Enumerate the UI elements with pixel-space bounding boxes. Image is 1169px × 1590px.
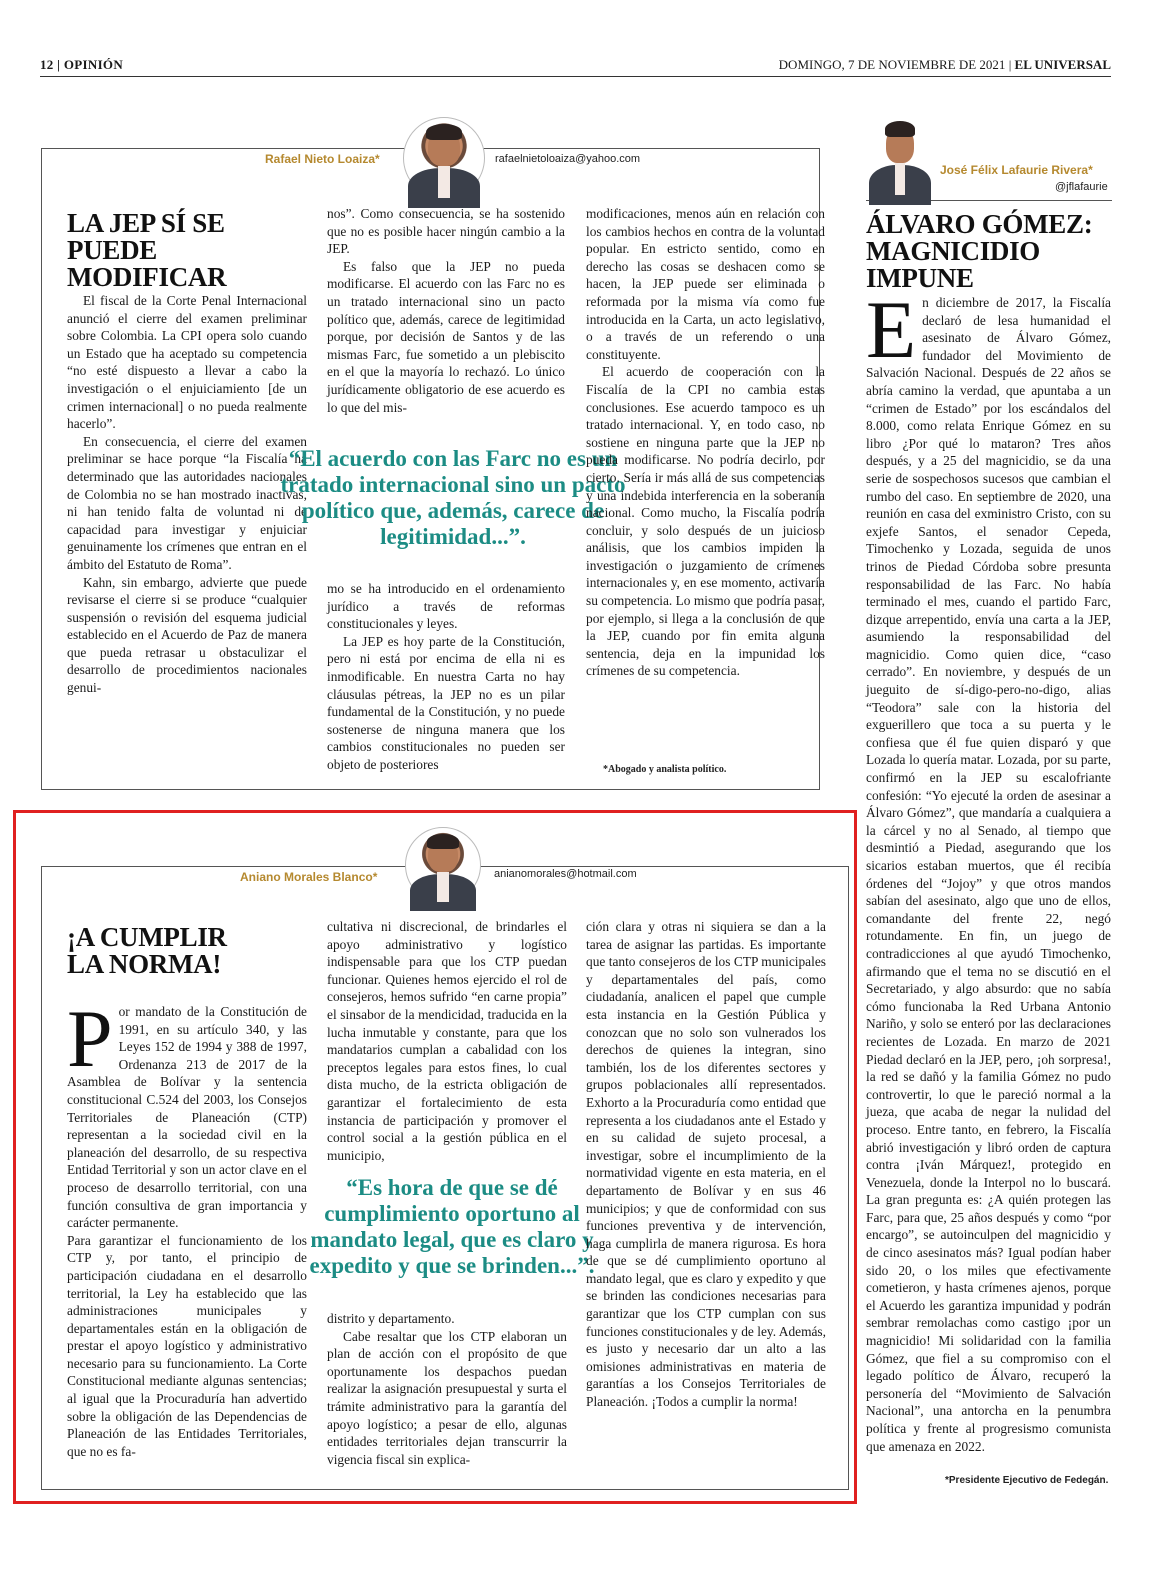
drop-cap: E [866,284,917,375]
paragraph: cultativa ni discrecional, de brindarles el apoyo administrativo y logístico indispensable para que los CTP puedan funcionar. Quienes hemos ejercido el rol de consejeros, hemos sufrido “en carne propia” el sinsabor de la mendicidad, traducida en la lucha inmutable y constante, para que los mandatarios cumplan a cabalidad con los preceptos legales para estos fines, lo cual dista mucho, de la estricta obligación de garantizar el fortalecimiento de esta instancia de participación y promover el control social a la gestión pública en el municipio, [327,919,567,1163]
paragraph: Para garantizar el funcionamiento de los CTP y, por tanto, el principio de participación ciudadana en el desarrollo territorial, la Ley ha establecido que las administraciones municipales y departamentales están en la obligación de prestar el apoyo logístico y administrativo necesario para su funcionamiento. La Corte Constitucional mediante algunas sentencias; al igual que la Procuraduría han advertido sobre la obligación de las Dependencias de Planeación de las Entidades Territoriales, que no es fa- [67,1232,307,1459]
pull-quote: “Es hora de que se dé cumplimiento oportuno al mandato legal, que es claro y expedito y que se brinden...”. [309,1175,595,1278]
author-footnote: *Abogado y analista político. [603,764,727,775]
paragraph: Kahn, sin embargo, advierte que puede revisarse el cierre si se produce “cualquier suspensión o revisión del esquema judicial establecido en el Acuerdo de Paz de manera que pueda retrasar u obstaculizar el desarrollo de procedimientos nacionales genui- [67,574,307,696]
article-column-2-top [327,918,567,1163]
author-name: Aniano Morales Blanco* [240,870,378,884]
paragraph: Es falso que la JEP no pueda modificarse. El acuerdo con las Farc no es un tratado internacional sino un pacto político que, además, carece de legitimidad porque, por decisión de Santos y de las mismas Farc, fue sometido a un plebiscito en el que la mayoría lo rechazó. Lo único jurídicamente obligatorio de ese acuerdo es lo que del mis- [327,258,565,415]
author-email: rafaelnietoloaiza@yahoo.com [495,153,641,165]
article-column-2-bottom [327,1310,567,1475]
author-photo [866,115,934,195]
paragraph: El acuerdo de cooperación con la Fiscalía de la CPI no cambia estas conclusiones. Ese acuerdo tampoco es un tratado internacional. Y, en todo caso, no sostiene en ninguna parte que la JEP no pueda modificarse. No podría decirlo, por cierto. Sería ir más allá de sus competencias y una indebida interferencia en la soberanía nacional. Como mucho, la Fiscalía podría concluir, y solo después de un juicioso análisis, que los cambios impiden la investigación o juzgamiento de crímenes internacionales y, en ese momento, activaría su competencia. Lo mismo que podría pasar, por ejemplo, si llega a la conclusión de que la JEP, cuando por fin emita alguna sentencia, deja en la impunidad los crímenes de su competencia. [586,364,825,679]
paragraph: n diciembre de 2017, la Fiscalía declaró de lesa humanidad el asesinato de Álvaro Gómez, fundador del Movimiento de Salvación Nacional. Después de 22 años se abría camino la verdad, que apuntaba a un “crimen de Estado” por los escándalos del 8.000, como relata Enrique Gómez en su libro ¿Por qué lo mataron? Tres años después, y a 25 del magnicidio, se da una serie de sospechosos sucesos que cambian el rumbo del caso. En septiembre de 2020, una reunión en casa del exministro Cristo, con su exjefe Santos, el senador Cepeda, Timochenko y Lozada, seguida de unos trinos de Piedad Córdoba sobre presunta responsabilidad de las Farc. No había terminado el mes, cuando el partido Farc, dizque arrepentido, envía una carta a la JEP, asumiendo la responsabilidad del magnicidio. Como quien dice, “caso cerrado”. En noviembre, y después de un jueguito de sí-digo-pero-no-digo, alias “Teodora” sale con la historia del exguerillero que toca a su puerta y le confiesa que él fue quien disparó y que Lozada lo quería matar. Lozada, por su parte, confirmó en la JEP su escalofriante confesión: “Yo ejecuté la orden de asesinar a Álvaro Gómez”, que mandaría a cualquiera a la cárcel y no al Senado, al tiempo que desmintió a Piedad, asegurando que los sicarios estaban muertos, que él recibía órdenes del “Jojoy” y que otros mandos sabían del asesinato, algo que uno de ellos, comandante del frente 22, negó rotundamente. En fin, un juego de contradicciones al que ayudó Timochenko, afirmando que el tema no se discutió en el Secretariado, y algo absurdo: que no sabía cómo funcionaba la Red Urbana Antonio Nariño, y solo se enteró por las declaraciones recientes de Lozada. En marzo de 2021 Piedad declaró en la JEP, pero, ¡oh sorpresa!, la red se dañó y la familia Gómez no pudo controvertir, lo que le pareció normal a la jueza, que acaba de negar la nulidad del proceso. Entre tanto, en febrero, la Fiscalía abrió investigación y libró orden de captura contra ¡Iván Márquez!, protegido en Venezuela, donde la Interpol no lo buscará. La gran pregunta es: ¿A quién protegen las Farc, para que, 25 años después y como “por encargo”, se autoinculpen del magnicidio y de cinco asesinatos más? Igual podían haber sido 20, o los miles que efectivamente cometieron, y hasta crímenes ajenos, porque el Acuerdo les garantiza impunidad y podrán sembrar remolachas como castigo ¡por un magnicidio! Mi solidaridad con la familia Gómez, que fiel a su compromiso con el legado político de Álvaro, recuperó la personería del “Movimiento de Salvación Nacional”, una antorcha en la penumbra política y frente al progresismo comunista que amenaza en 2022. [866,295,1111,1454]
drop-cap: P [67,993,113,1084]
paragraph: ción clara y otras ni siquiera se dan a la tarea de asignar las partidas. Es importante que tanto consejeros de los CTP municipales y departamentales del país, como ciudadanía, analicen el papel que cumple esta instancia en la Gestión Pública y conozcan que no solo son vulnerados los derechos de quienes la integran, sino también, los de los diferentes sectores y grupos poblacionales allí representados. Exhorto a la Procuraduría como entidad que representa a los ciudadanos ante el Estado y en su calidad de sujeto procesal, a investigar, sobre el incumplimiento de la normatividad vigente en esta materia, en el departamento de Bolívar y en sus 46 municipios; y que de conformidad con sus funciones preventiva y de intervención, haga cumplirla de manera rigurosa. Es hora de que se dé cumplimiento oportuno al mandato legal, que es claro y expedito y que se brinden las condiciones necesarias para garantizar que los CTP cumplan con sus funciones constitucionales y de ley. Además, es justo y necesario dar un alto a las omisiones administrativas en materia de garantías a los Consejos Territoriales de Planeación. ¡Todos a cumplir la norma! [586,919,826,1410]
author-photo [405,827,481,903]
author-email: anianomorales@hotmail.com [494,868,637,880]
article-column-2-bottom [327,580,565,778]
paragraph: distrito y departamento. [327,1311,455,1326]
article-body [866,284,1111,1472]
paragraph: modificaciones, menos aún en relación con los cambios hechos en contra de la voluntad popular. En estricto sentido, como en derecho las cosas se deshacen como se hacen, la JEP puede ser eliminada o reformada por la misma vía como fue introducida en la Carta, un acto legislativo, o a través de un referendo o una constituyente. [586,206,825,362]
paragraph: or mandato de la Constitución de 1991, en su artículo 340, y las Leyes 152 de 1994 y 388 de 1997, Ordenanza 213 de 2017 de la Asamblea de Bolívar y la sentencia constitucional C.524 del 2003, los Consejos Territoriales de Planeación (CTP) representan a la sociedad civil en la planeación del desarrollo, de su respectiva Entidad Territorial y son un actor clave en el proceso de desarrollo territorial, con una función consultiva de gran importancia y carácter permanente. [67,1004,307,1231]
pull-quote: “El acuerdo con las Farc no es un tratado internacional sino un pacto político que, además, carece de legitimidad...”. [280,446,626,549]
issue-date: DOMINGO, 7 DE NOVIEMBRE DE 2021 [778,57,1006,72]
author-footnote: *Presidente Ejecutivo de Fedegán. [945,1475,1109,1486]
newspaper-brand: EL UNIVERSAL [1014,57,1111,72]
article-column-1 [67,993,307,1475]
author-name: Rafael Nieto Loaiza* [265,152,380,166]
paragraph: El fiscal de la Corte Penal Internacional anunció el cierre del examen preliminar sobre Colombia. La CPI opera solo cuando un Estado que ha aceptado su competencia “no esté dispuesto a llevar a cabo la investigación o el enjuiciamiento [de un crimen internacional] o no pueda realmente hacerlo”. [67,293,307,432]
article-headline: LA JEP SÍ SE PUEDE MODIFICAR [67,208,227,292]
article-column-2-top [327,205,565,425]
paragraph: mo se ha introducido en el ordenamiento jurídico a través de reformas constitucionales y leyes. [327,581,565,632]
paragraph: Cabe resaltar que los CTP elaboran un plan de acción con el propósito de que oportunamente los despachos puedan realizar la asignación presupuestal y surta el trámite administrativo para la garantía del apoyo logístico; a pesar de ello, algunas entidades territoriales dejan transcurrir la vigencia fiscal sin explica- [327,1328,567,1467]
article-column-3 [586,205,825,760]
paragraph: La JEP es hoy parte de la Constitución, pero ni está por encima de ella ni es inmodificable. En nuestra Carta no hay cláusulas pétreas, la JEP no es un pilar fundamental de la Constitución, y no puede sostenerse de ninguna manera que los cambios constitucionales no pueden ser objeto de posteriores [327,633,565,772]
page-section-label: 12 | OPINIÓN [40,57,124,72]
author-photo [403,117,485,199]
masthead-date-brand: DOMINGO, 7 DE NOVIEMBRE DE 2021 | EL UNIVERSAL [778,57,1111,72]
author-name: José Félix Lafaurie Rivera* [940,163,1093,177]
paragraph: nos”. Como consecuencia, se ha sostenido que no es posible hacer ningún cambio a la JEP. [327,206,565,257]
author-handle: @jflafaurie [1055,181,1108,193]
masthead-divider [40,76,1111,77]
article-headline: ¡A CUMPLIR LA NORMA! [67,922,227,979]
article-column-1 [67,292,307,778]
article-headline: ÁLVARO GÓMEZ: MAGNICIDIO IMPUNE [866,209,1093,293]
article-column-3 [586,918,826,1475]
paragraph: En consecuencia, el cierre del examen preliminar se hace porque “la Fiscalía ha determinado que las autoridades nacionales de Colombia no se han mostrado inactivas, ni han tenido falta de voluntad ni de capacidad para investigar y enjuiciar genuinamente los crímenes que entran en el ámbito del Estatuto de Roma”. [67,433,307,572]
